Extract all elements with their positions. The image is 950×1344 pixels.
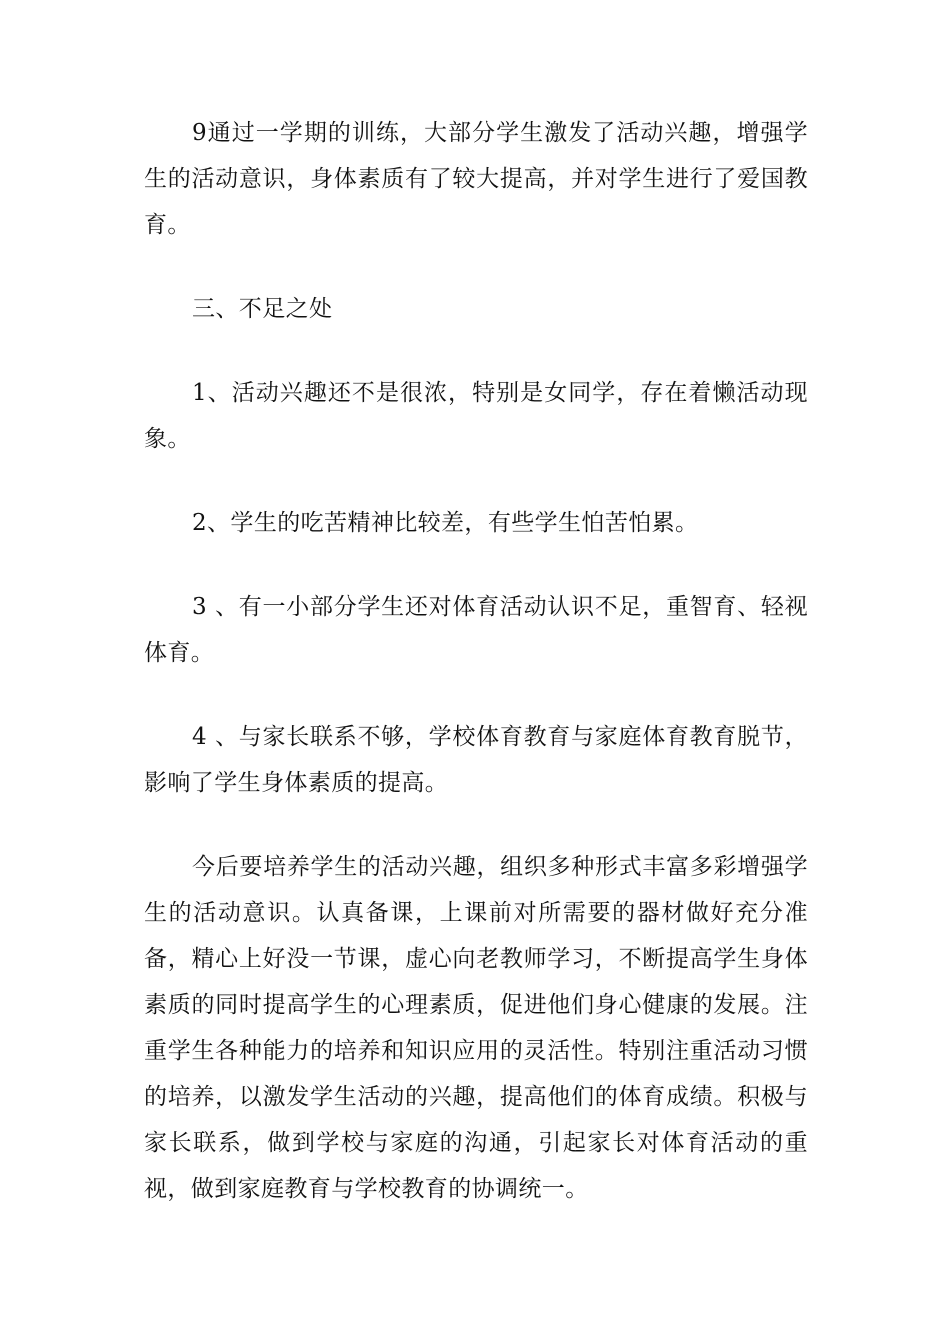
paragraph-shortcoming-2: 2、学生的吃苦精神比较差，有些学生怕苦怕累。 [192, 510, 699, 536]
paragraph-future-plan: 今后要培养学生的活动兴趣，组织多种形式丰富多彩增强学生的活动意识。认真备课，上课前对所需要的器材做好充分准备，精心上好没一节课，虚心向老教师学习，不断提高学生身体素质的同时提高学生的心理素质，促进他们身心健康的发展。注重学生各种能力的培养和知识应用的灵活性。特别注重活动习惯的培养，以激发学生活动的兴趣，提高他们的体育成绩。积极与家长联系，做到学校与家庭的沟通，引起家长对体育活动的重视，做到家庭教育与学校教育的协调统一。 [144, 854, 808, 1202]
paragraph-shortcoming-4: 4 、与家长联系不够，学校体育教育与家庭体育教育脱节，影响了学生身体素质的提高。 [144, 724, 808, 796]
section-heading-shortcomings: 三、不足之处 [192, 296, 333, 322]
paragraph-shortcoming-1: 1、活动兴趣还不是很浓，特别是女同学，存在着懒活动现象。 [144, 380, 808, 452]
document-body [144, 110, 808, 1212]
paragraph-training-results: 9通过一学期的训练，大部分学生激发了活动兴趣，增强学生的活动意识，身体素质有了较大提高，并对学生进行了爱国教育。 [144, 120, 808, 238]
paragraph-shortcoming-3: 3 、有一小部分学生还对体育活动认识不足，重智育、轻视体育。 [144, 594, 808, 666]
